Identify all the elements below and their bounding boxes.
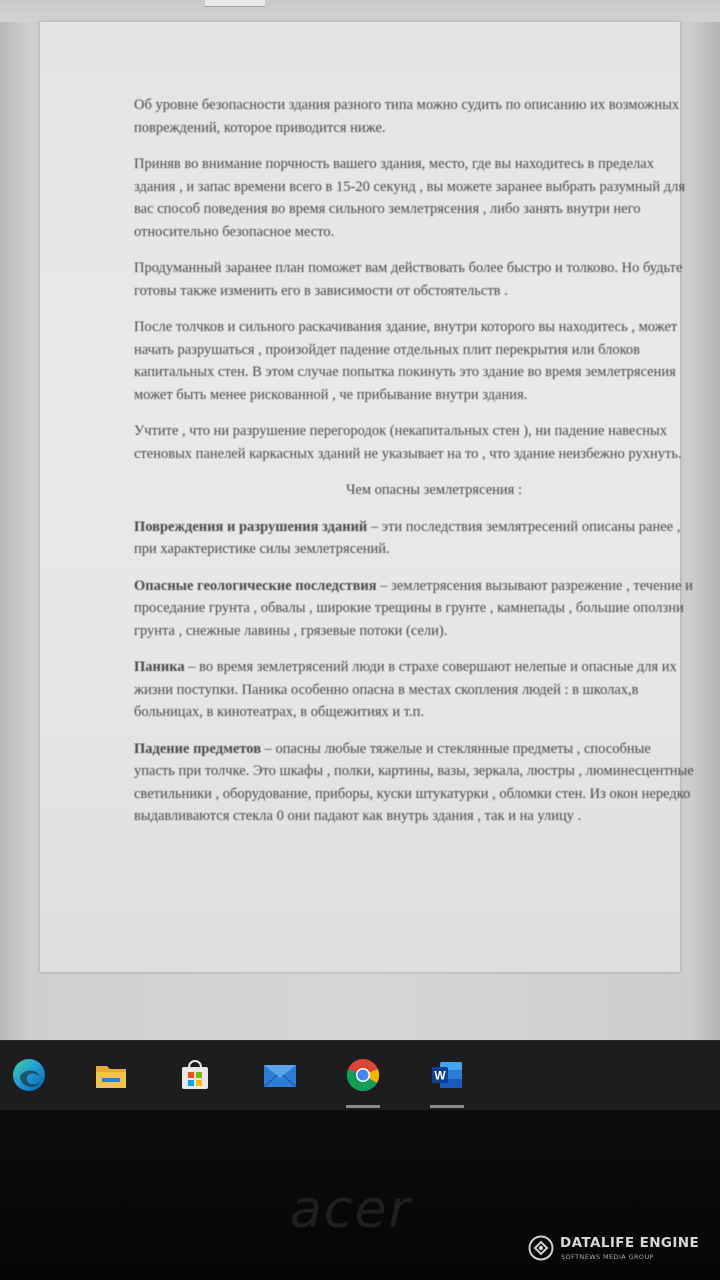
paragraph-1: Об уровне безопасности здания разного типа можно судить по описанию их возможных повреждений, которое приводится ниже. [134, 97, 680, 136]
danger-lead: Опасные геологические последствия [134, 577, 377, 594]
danger-text: – опасны любые тяжелые и стеклянные предметы , способные упасть при толчке. Это шкафы , полки, картины, вазы, зеркала, люстры , люминесцентные светильники , оборудование, приборы, куски штукатурки , обломки стен. Из окон нередко выдавливаются стекла 0 они падают как внутрь здания , так и на улицу . [134, 740, 694, 824]
paragraph-3: Продуманный заранее план поможет вам действовать более быстро и толково. Но будьте готовы также изменить его в зависимости от обстоятельств . [134, 260, 683, 299]
datalife-logo-icon [528, 1235, 554, 1261]
paragraph-2: Приняв во внимание порчность вашего здания, место, где вы находитесь в пределах здания , и запас времени всего в 15-20 секунд , вы можете заранее выбрать разумный для вас способ поведения во время сильного землетрясения , либо занять внутри него относительно безопасное место. [134, 156, 685, 240]
danger-text: – во время землетрясений люди в страхе совершают нелепые и опасные для их жизни поступки. Паника особенно опасна в местах скопления людей : в школах,в больницах, в кинотеатрах, в общежитиях и т.п. [134, 659, 677, 720]
laptop-brand-logo: acer [290, 1180, 412, 1240]
microsoft-store-icon[interactable] [176, 1056, 214, 1094]
watermark [528, 1232, 708, 1272]
word-letter: W [434, 1068, 446, 1083]
paragraph-5: Учтите , что ни разрушение перегородок (некапитальных стен ), ни падение навесных стеновых панелей каркасных зданий не указывает на то , что здание неизбежно рухнуть. [134, 423, 682, 462]
danger-item-damage [134, 516, 694, 561]
section-heading: Чем опасны землетрясения : [345, 482, 522, 498]
file-explorer-icon[interactable] [92, 1056, 130, 1094]
document-body [134, 94, 694, 842]
chrome-icon[interactable] [344, 1056, 382, 1094]
chrome-active-indicator [346, 1105, 380, 1108]
danger-item-falling [134, 738, 694, 828]
danger-lead: Повреждения и разрушения зданий [134, 518, 368, 535]
word-icon[interactable] [428, 1056, 466, 1094]
word-active-indicator [430, 1105, 464, 1108]
windows-taskbar [0, 1040, 720, 1111]
paragraph-4: После толчков и сильного раскачивания здание, внутри которого вы находитесь , может начать разрушаться , произойдет падение отдельных плит перекрытия или блоков капитальных стен. В этом случае попытка покинуть это здание во время землетрясения может быть менее рискованной , че прибывание внутри здания. [134, 319, 678, 403]
danger-lead: Падение предметов [134, 740, 262, 757]
danger-text: – эти последствия землятресений описаны ранее , при характеристике силы землетрясений. [134, 518, 681, 557]
watermark-subtitle: SOFTNEWS MEDIA GROUP [561, 1253, 654, 1261]
mail-icon[interactable] [261, 1056, 299, 1094]
ruler-tab [205, 0, 265, 7]
edge-icon[interactable] [10, 1056, 48, 1094]
document-page[interactable] [40, 22, 694, 972]
danger-item-panic [134, 656, 694, 724]
danger-item-geology [134, 575, 694, 643]
watermark-title: DATALIFE ENGINE [560, 1235, 700, 1251]
danger-lead: Паника [134, 659, 185, 675]
danger-text: – землетрясения вызывают разрежение , течение и проседание грунта , обвалы , широкие трещины в грунте , камнепады , большие оползни грунта , снежные лавины , грязевые потоки (сели). [134, 577, 693, 639]
document-top-strip [0, 0, 720, 22]
